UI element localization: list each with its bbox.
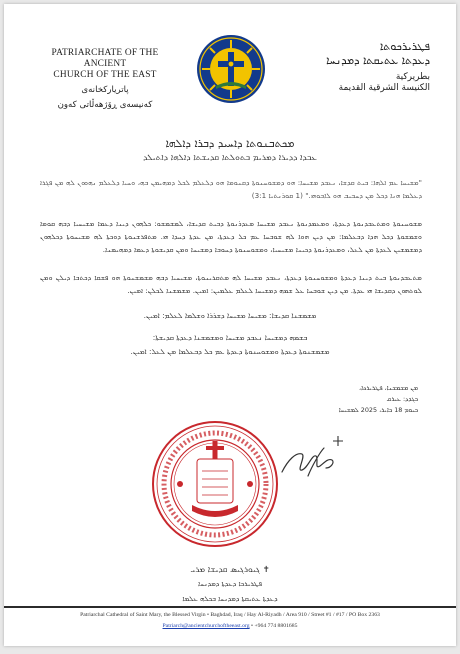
letter-page — [4, 4, 456, 646]
header-kurdish-line-2: کەنیسەی ڕۆژهەڵاتی کەون — [57, 100, 153, 110]
signoff-line-1: ܡܢ ܡܫܡܫܢܐ، ܦܛܪܝܪܟܐ، — [359, 384, 418, 392]
footer-address: Patriarchal Cathedral of Saint Mary, the Blessed Virgin • Baghdad, Iraq / Hay Al-Riyadh / Area 910 / Street #1 / #17 / PO Box 2363 — [80, 612, 380, 618]
blessing-line: ܡܫܡܫܢܐ ܩܕܝܫܐ: ܡܫܝܚܐ ܡܫܝܚܐ ܕܫܪܪܐ ܘܫܠܡܐ ܠܥܠܡ: ܐܡܝܢ. — [143, 311, 317, 320]
header-syriac-line-1: ܦܛܪܝܪܟܘܬܐ — [379, 40, 430, 53]
footer-phone: • +964 774 8801685 — [251, 623, 298, 629]
header-kurdish-line-1: پاتریارکخانەی — [81, 85, 129, 95]
closing-line-2: ܡܫܡܫܢܘܬܐ ܕܥܕܬܐ ܘܡܫܘܚܢܘܬܐ ܕܥܕܬܐ ܥܡ ܟܠ ܕܒܥܠܡܐ ܡܢ ܠܥܠ: ܐܡܝܢ. — [130, 347, 330, 356]
body-paragraph-2: ܡܬܥܒܕܢܘܬܐ ܒܝܬ ܕܝܢܐ ܕܥܕܬܐ ܘܡܫܘܚܢܘܬܐ ܕܥܕܬܐ، ܢܥܒܕ ܡܫܝܚܐ ܠܗ ܡܬܩܪܝܢܘܬܐ، ܡܫܝܚܝܐ ܕܒܗ ܡܫܡܫܢܘܬܐ ܗܘ ܦܫܩܐ ܕܟܬܒܐ ܕܝܠܢ ܘܡܢ ܠܘܬܗܘܢ ܕܩܕܝܫܐ ܗܝ ܥܕܬܐ. ܡܢ ܕܝܢ ܫܘܒܚܐ ܥܠ ܫܡܗ ܕܡܫܝܚܐ ܠܥܠܡ ܥܠܡܝܢ: ܐܡܝܢ. ܡܫܡܫܢܐ ܠܟܠܢ: ܐܡܝܢ. — [40, 273, 422, 295]
header-arabic-line-1: بطريركية — [395, 72, 430, 82]
header-right-block — [290, 40, 430, 94]
signer-name: ✝ ܓܝܘܪܓܝܣ ܩܕܝܫܐ ܡܪܝ — [190, 564, 270, 574]
closing-line-1: ܒܫܡܗ ܕܡܫܝܚܐ ܢܥܒܕ ܡܫܝܚܐ ܘܡܫܡܫܢܐ ܕܥܕܬܐ ܩܕܝܫܬܐ: — [152, 333, 308, 342]
signoff-line-2: ܒܓܕܕ: ܥܝܪܩ — [386, 395, 418, 403]
header-arabic-line-2: الكنيسة الشرقية القديمة — [338, 83, 430, 93]
header-english-line-1: PATRIARCHATE OF THE ANCIENT — [51, 48, 159, 69]
patriarchal-seal-icon — [150, 419, 280, 549]
signer-title-2: ܕܥܕܬܐ ܥܬܝܩܬܐ ܕܡܕܢܚܐ ܒܟܠܗ ܥܠܡܐ — [182, 595, 278, 603]
handwritten-signature-icon — [278, 432, 350, 482]
signer-title: ܦܛܪܝܪܟܐ ܕܥܕܬܐ ܕܡܕܢܚܐ — [197, 580, 262, 588]
header-left-block — [30, 48, 180, 111]
footer-email-link[interactable]: Patriarch@ancientchurchoftheeast.org — [162, 623, 250, 629]
header-syriac-line-2: ܕܥܕܬܐ ܥܬܝܩܬܐ ܕܡܕܢܚܐ — [326, 54, 430, 67]
letter-subtitle: ܥܒܕܐ ܕܕܝܪܐ ܕܡܪܝܡ ܒܬܘܠܬܐ ܩܕܝܫܬܐ ܕܐܠܗܐ ܕܐܬܝܠܕ — [143, 153, 317, 163]
scripture-quote: "ܡܫܝܚܐ ܥܡ ܐܠܗܐ: ܒܝܬ ܩܕܫܐ، ܢܥܒܕ ܡܫܝܚܐ: ܗܘ ܕܡܫܘܚܢܘܬܐ ܕܩܢܘܡܐ ܗܘ ܕܠܥܠܡ ܠܟܠ ܕܡܗܝܡܢ ܒܗ، ܘܚܝܐ ܕܠܥܠܡ ܢܗܘܘܢ ܠܗ ܡܢ ܦܓܪܐ ܕܥܠܡܐ ܗܢܐ ܕܟܠ ܡܢ ܕܚܒܝܒ ܗܘ ܠܐܒܘܗܝ." (1 ܩܘܪܢܬܝܐ 3:1) — [40, 178, 422, 200]
footer-divider — [4, 606, 456, 608]
body-paragraph-1: ܡܫܘܚܢܘܬܐ ܘܡܬܥܒܕܢܘܬܐ ܕܥܕܬܐ، ܘܡܥܡܕܢܘܬܐ ܢܥܒܕ ܡܫܝܚܐ ܡܥܕܪܢܘܬܐ ܕܒܝܬ ܩܕܝܫܐ، ܠܡܫܡܫܘ: ܟܠܗܘܢ ܕܝܢܐ ܕܥܡܐ ܡܫܝܚܝܐ ܕܒܗ ܩܘܡܐ ܘܫܡܫܘܬܐ ܕܟܠ ܗܕܐ ܕܒܥܠܡܐ: ܡܢ ܕܝܢ ܗܘܐ ܠܗ ܫܘܒܚܐ ܥܡ ܟܠ ܕܥܕܬܐ، ܡܢ ܥܕܬܐ ܕܚܕܐ ܗܝ. ܡܬܦܪܫܢܘܬܐ ܕܘܟܬܐ ܠܗ ܡܫܝܚܘܬܐ ܕܟܠܗܘܢ ܕܡܫܡܫܝܢ ܠܥܕܬܐ ܡܢ ܠܥܠ، ܘܡܥܕܪܢܘܬܐ ܕܟܝܢܐ ܡܫܝܚܝܐ، ܘܡܫܘܚܢܘܬܐ ܕܚܘܒܐ ܕܡܫܝܚܐ ܘܡܢ ܩܕܝܫܘܬܐ ܕܥܡܐ ܕܡܗܝܡܢܐ. — [40, 219, 422, 254]
church-emblem-icon — [196, 34, 266, 104]
footer-contact — [4, 623, 456, 629]
header-english-line-2: CHURCH OF THE EAST — [53, 70, 157, 80]
signoff-date: ܒܝܘܡ 18 ܒܐܝܪ، 2025 ܠܡܫܝܚܐ — [338, 406, 418, 414]
letter-title: ܡܟܬܒܢܘܬܐ ܕܐܚܝܕ ܕܒܪܐ ܕܐܠܗܐ — [165, 137, 295, 150]
